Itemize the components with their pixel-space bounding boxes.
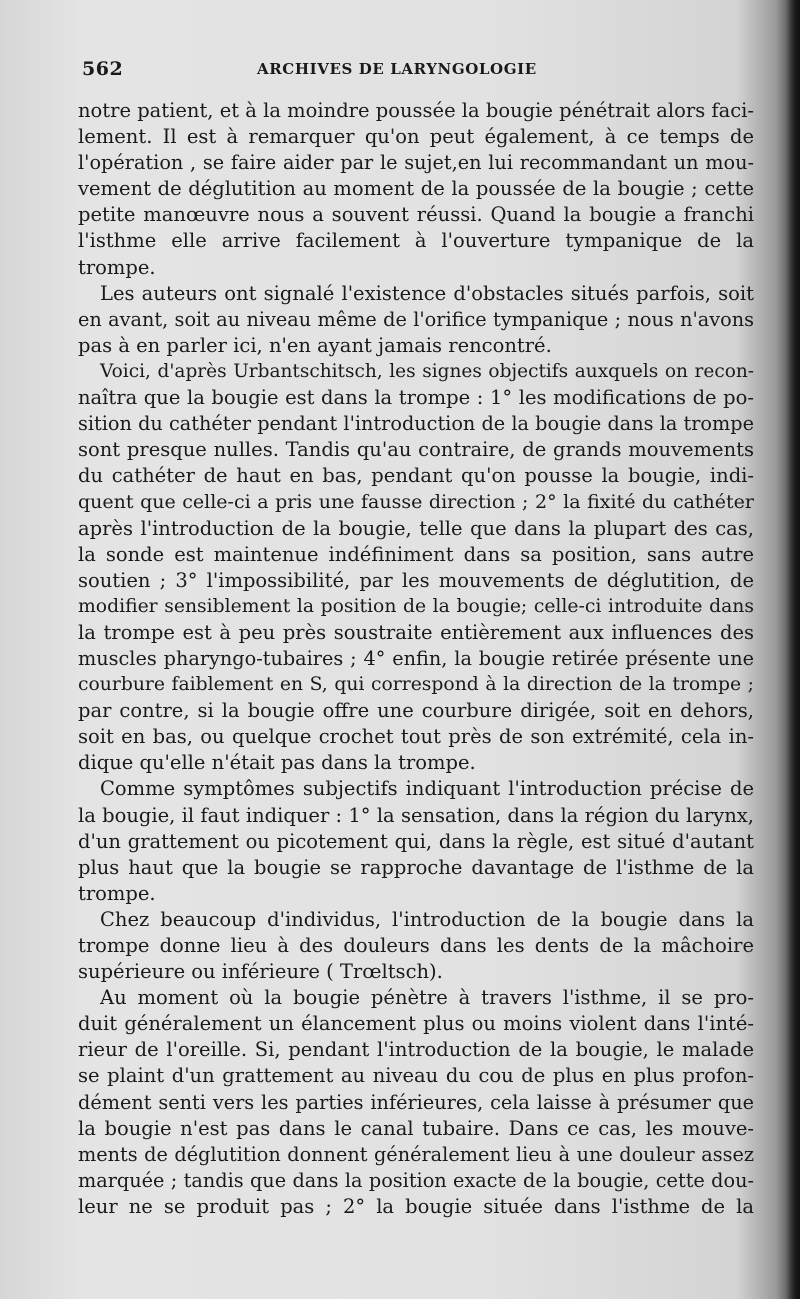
text-line: l'isthme elle arrive facilement à l'ouverture tympanique de la — [78, 229, 754, 253]
text-line: pas à en parler ici, n'en ayant jamais rencontré. — [78, 333, 552, 357]
text-line: dément senti vers les parties inférieures, cela laisse à présumer que — [78, 1090, 754, 1114]
text-line: trompe donne lieu à des douleurs dans les dents de la mâchoire — [78, 934, 754, 957]
text-line: ments de déglutition donnent généralement lieu à une douleur assez — [78, 1142, 754, 1166]
text-line: modifier sensiblement la position de la bougie; celle-ci introduite dans — [78, 595, 754, 617]
text-line: trompe. — [78, 255, 156, 279]
text-line: vement de déglutition au moment de la poussée de la bougie ; cette — [78, 177, 754, 201]
text-line: notre patient, et à la moindre poussée la bougie pénétrait alors faci- — [78, 99, 755, 122]
text-line: leur ne se produit pas ; 2° la bougie située dans l'isthme de la — [78, 1194, 754, 1218]
text-line: muscles pharyngo-tubaires ; 4° enfin, la bougie retirée présente une — [78, 646, 754, 670]
text-line: rieur de l'oreille. Si, pendant l'introduction de la bougie, le malade — [78, 1038, 754, 1062]
text-line: quent que celle-ci a pris une fausse direction ; 2° la fixité du cathéter — [78, 491, 754, 514]
text-line: petite manœuvre nous a souvent réussi. Quand la bougie a franchi — [78, 203, 754, 227]
text-line: la bougie, il faut indiquer : 1° la sensation, dans la région du larynx, — [78, 803, 754, 827]
text-line: la bougie n'est pas dans le canal tubaire. Dans ce cas, les mouve- — [78, 1116, 754, 1140]
running-head: ARCHIVES DE LARYNGOLOGIE — [257, 60, 537, 78]
text-line: courbure faiblement en S, qui correspond à la direction de la trompe ; — [78, 674, 754, 696]
page-header — [82, 58, 762, 82]
text-line: sition du cathéter pendant l'introduction de la bougie dans la trompe — [78, 412, 754, 436]
body-text — [78, 98, 754, 1220]
text-line: la sonde est maintenue indéfiniment dans sa position, sans autre — [78, 542, 754, 566]
text-line: supérieure ou inférieure ( Trœltsch). — [78, 960, 443, 984]
text-line: la trompe est à peu près soustraite entièrement aux influences des — [78, 620, 754, 644]
page-number: 562 — [82, 58, 124, 80]
text-line: marquée ; tandis que dans la position exacte de la bougie, cette dou- — [78, 1168, 754, 1192]
text-line: Les auteurs ont signalé l'existence d'obstacles situés parfois, soit — [100, 281, 754, 305]
text-line: l'opération , se faire aider par le sujet,en lui recommandant un mou- — [78, 151, 754, 175]
page-edge-shadow — [786, 0, 800, 1299]
text-line: Voici, d'après Urbantschitsch, les signes objectifs auxquels on recon- — [100, 360, 754, 382]
text-line: soutien ; 3° l'impossibilité, par les mouvements de déglutition, de — [78, 568, 754, 592]
text-line: par contre, si la bougie offre une courbure dirigée, soit en dehors, — [78, 699, 754, 723]
text-line: après l'introduction de la bougie, telle que dans la plupart des cas, — [78, 516, 754, 540]
text-line: sont presque nulles. Tandis qu'au contraire, de grands mouvements — [78, 438, 754, 462]
text-line: Comme symptômes subjectifs indiquant l'introduction précise de — [100, 777, 754, 801]
text-line: Au moment où la bougie pénètre à travers l'isthme, il se pro- — [100, 986, 754, 1010]
text-line: Chez beaucoup d'individus, l'introduction de la bougie dans la — [100, 907, 754, 931]
text-line: naîtra que la bougie est dans la trompe : 1° les modifications de po- — [78, 386, 754, 410]
text-line: duit généralement un élancement plus ou moins violent dans l'inté- — [78, 1012, 754, 1036]
text-line: plus haut que la bougie se rapproche davantage de l'isthme de la — [78, 855, 754, 879]
text-line: en avant, soit au niveau même de l'orifice tympanique ; nous n'avons — [78, 307, 754, 331]
text-line: soit en bas, ou quelque crochet tout près de son extrémité, cela in- — [78, 725, 754, 749]
text-line: lement. Il est à remarquer qu'on peut également, à ce temps de — [78, 125, 754, 149]
text-line: d'un grattement ou picotement qui, dans la règle, est situé d'autant — [78, 829, 754, 853]
text-line: dique qu'elle n'était pas dans la trompe. — [78, 751, 476, 775]
text-line: se plaint d'un grattement au niveau du cou de plus en plus profon- — [78, 1064, 754, 1088]
text-line: trompe. — [78, 881, 156, 905]
text-line: du cathéter de haut en bas, pendant qu'on pousse la bougie, indi- — [78, 464, 754, 488]
